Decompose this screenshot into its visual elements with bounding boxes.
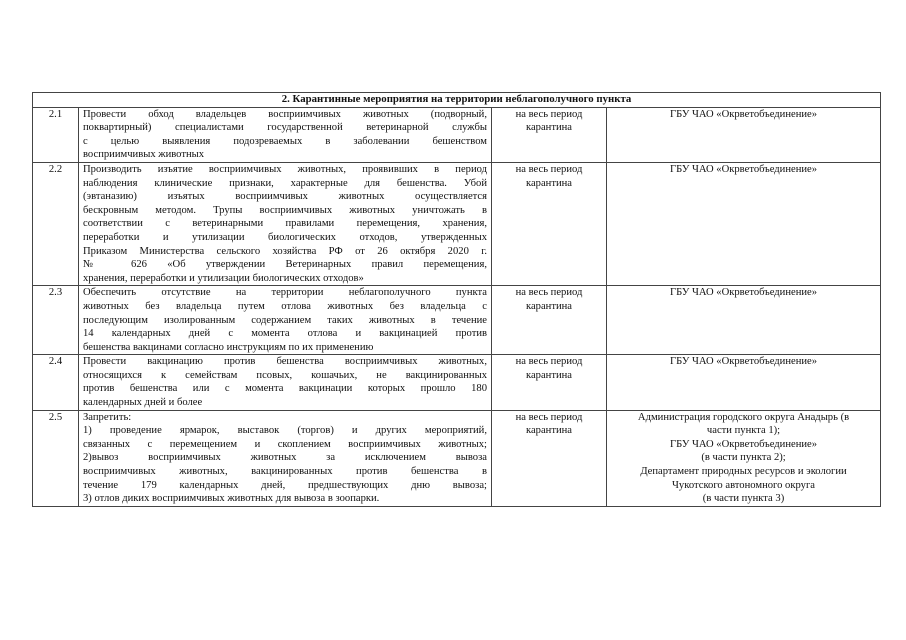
measure-period <box>492 107 607 162</box>
measure-row <box>33 410 881 506</box>
measure-description <box>79 286 492 355</box>
responsible-line: ГБУ ЧАО «Окрветобъединение» <box>670 438 818 450</box>
description-line: течение 179 календарных дней, предшествующих дню вывоза; <box>83 479 487 491</box>
description-line: хранения, переработки и утилизации биологических отходов» <box>83 272 364 284</box>
responsible-line: Администрация городского округа Анадырь (в <box>637 411 850 423</box>
description-line: Провести вакцинацию против бешенства восприимчивых животных, <box>83 356 487 368</box>
description-line: восприимчивых животных <box>83 149 205 161</box>
measure-responsible <box>607 355 881 410</box>
measure-number: 2.1 <box>33 107 79 162</box>
description-line: переработки и утилизации биологических отходов, утвержденных <box>83 231 487 243</box>
description-line: календарных дней и более <box>83 397 203 409</box>
responsible-line: Чукотского автономного округа <box>672 479 816 491</box>
description-line: поквартирный) специалистами государственной ветеринарной службы <box>83 122 487 134</box>
measure-number: 2.2 <box>33 162 79 285</box>
measure-description <box>79 162 492 285</box>
description-line: № 626 «Об утверждении Ветеринарных правил перемещения, <box>83 259 487 271</box>
description-line: с целью выявления подозреваемых в заболевании бешенством <box>83 135 487 147</box>
description-line: животных без владельца путем отлова животных без владельца с <box>83 300 487 312</box>
measure-period <box>492 286 607 355</box>
responsible-line: (в части пункта 2); <box>701 452 786 464</box>
quarantine-measures-table <box>32 92 881 507</box>
measure-responsible <box>607 107 881 162</box>
description-line: Запретить: <box>83 411 132 423</box>
period-line: на весь период <box>515 356 583 368</box>
description-line: 2)вывоз восприимчивых животных за исключением вывоза <box>83 452 487 464</box>
description-line: 14 календарных дней с момента отлова и вакцинацией против <box>83 328 487 340</box>
description-line: Приказом Министерства сельского хозяйства РФ от 26 октября 2020 г. <box>83 245 487 257</box>
description-line: наблюдения клинические признаки, характерные для бешенства. Убой <box>83 177 487 189</box>
measure-responsible <box>607 410 881 506</box>
measure-row <box>33 162 881 285</box>
measure-row <box>33 355 881 410</box>
period-line: карантина <box>525 177 573 189</box>
description-line: против бешенства или с момента вакцинации которых прошло 180 <box>83 383 487 395</box>
measure-responsible <box>607 286 881 355</box>
responsible-line: Департамент природных ресурсов и экологии <box>640 466 847 478</box>
measure-row <box>33 107 881 162</box>
responsible-line: части пункта 1); <box>706 425 781 437</box>
section-header-row <box>33 93 881 108</box>
description-line: соответствии с ветеринарными правилами перемещения, хранения, <box>83 218 487 230</box>
measure-row <box>33 286 881 355</box>
description-line: последующим изолированным содержанием таких животных в течение <box>83 314 487 326</box>
responsible-line: (в части пункта 3) <box>702 493 785 505</box>
responsible-line: ГБУ ЧАО «Окрветобъединение» <box>670 108 818 120</box>
measure-description <box>79 410 492 506</box>
description-line: относящихся к семействам псовых, кошачьих, не вакцинированных <box>83 369 487 381</box>
description-line: (эвтаназию) изъятых восприимчивых животных осуществляется <box>83 191 487 203</box>
period-line: на весь период <box>515 411 583 423</box>
measure-number: 2.5 <box>33 410 79 506</box>
measure-responsible <box>607 162 881 285</box>
description-line: 3) отлов диких восприимчивых животных для вывоза в зоопарки. <box>83 493 380 505</box>
description-line: восприимчивых животных, вакцинированных против бешенства в <box>83 466 487 478</box>
period-line: карантина <box>525 300 573 312</box>
period-line: карантина <box>525 122 573 134</box>
responsible-line: ГБУ ЧАО «Окрветобъединение» <box>670 356 818 368</box>
responsible-line: ГБУ ЧАО «Окрветобъединение» <box>670 287 818 299</box>
period-line: на весь период <box>515 163 583 175</box>
measure-number: 2.3 <box>33 286 79 355</box>
measures-body <box>33 107 881 506</box>
period-line: на весь период <box>515 108 583 120</box>
period-line: карантина <box>525 425 573 437</box>
measure-description <box>79 355 492 410</box>
measure-period <box>492 162 607 285</box>
description-line: бешенства вакцинами согласно инструкциям по их применению <box>83 341 374 353</box>
measure-number: 2.4 <box>33 355 79 410</box>
responsible-line: ГБУ ЧАО «Окрветобъединение» <box>670 163 818 175</box>
description-line: бескровным методом. Трупы восприимчивых животных уничтожать в <box>83 204 487 216</box>
measure-period <box>492 410 607 506</box>
description-line: Производить изъятие восприимчивых животных, проявивших в период <box>83 163 487 175</box>
period-line: карантина <box>525 369 573 381</box>
description-line: 1) проведение ярмарок, выставок (торгов) и других мероприятий, <box>83 425 487 437</box>
description-line: Провести обход владельцев восприимчивых животных (подворный, <box>83 108 487 120</box>
description-line: связанных с перемещением и скоплением восприимчивых животных; <box>83 438 487 450</box>
measure-description <box>79 107 492 162</box>
section-title: 2. Карантинные мероприятия на территории неблагополучного пункта <box>33 93 881 108</box>
period-line: на весь период <box>515 287 583 299</box>
description-line: Обеспечить отсутствие на территории неблагополучного пункта <box>83 287 487 299</box>
measure-period <box>492 355 607 410</box>
